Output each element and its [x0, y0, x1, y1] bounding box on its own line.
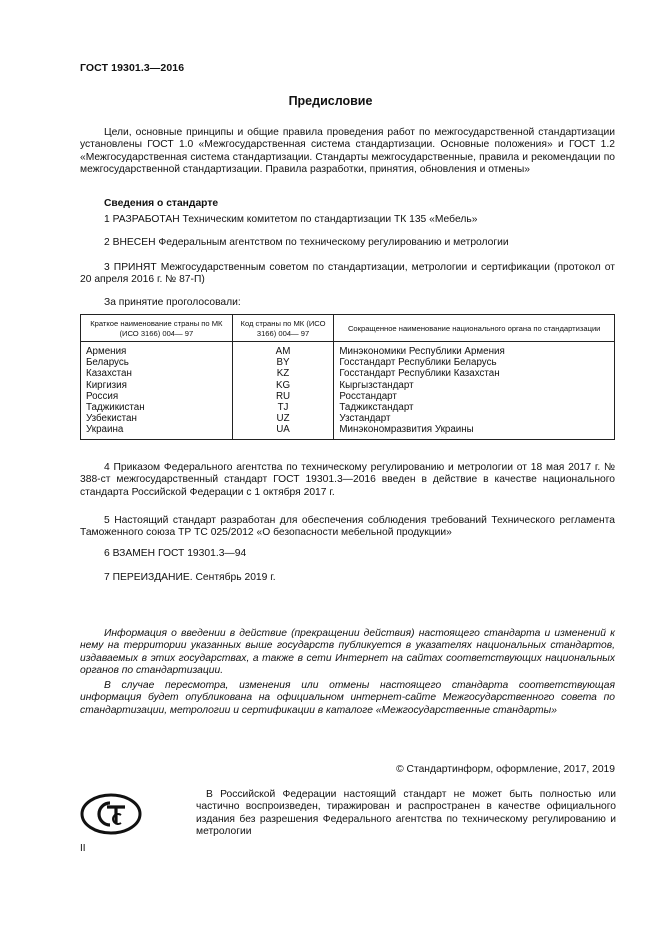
table-cell-body: Росстандарт	[334, 391, 615, 402]
table-header-country: Краткое наименование страны по МК (ИСО 3166) 004— 97	[81, 315, 233, 342]
table-cell-body: Таджикстандарт	[334, 402, 615, 413]
section-heading-block	[80, 198, 615, 210]
item-4: 4 Приказом Федерального агентства по техническому регулированию и метрологии от 18 мая 2017 г. № 388-ст межгосударственный стандарт ГОСТ 19301.3—2016 введен в действие в качестве национального стандарта Российской Федерации с 1 октября 2017 г.	[80, 462, 615, 498]
table-row	[81, 391, 615, 402]
voted-label: За принятие проголосовали:	[104, 297, 241, 308]
document-header: ГОСТ 19301.3—2016	[80, 62, 185, 74]
section-heading: Сведения о стандарте	[104, 198, 219, 209]
item-7-block	[80, 572, 615, 584]
item-2-block	[80, 237, 615, 249]
page-title: Предисловие	[288, 94, 373, 108]
table-row	[81, 402, 615, 413]
table-row	[81, 380, 615, 391]
table-cell-country: Казахстан	[81, 368, 233, 379]
voted-block	[80, 297, 615, 309]
table-row	[81, 357, 615, 368]
table-cell-code: BY	[232, 357, 334, 368]
table-cell-country: Армения	[81, 342, 233, 358]
copyright-line: © Стандартинформ, оформление, 2017, 2019	[396, 764, 615, 775]
legal-notice: В Российской Федерации настоящий стандарт не может быть полностью или частично воспроизведен, тиражирован и распространен в качестве официального издания без разрешения Федерального агентства по техническому регулированию и метрологии	[196, 789, 616, 837]
item-1-block	[80, 214, 615, 226]
table-cell-code: RU	[232, 391, 334, 402]
table-cell-code: UZ	[232, 413, 334, 424]
table-cell-code: TJ	[232, 402, 334, 413]
voting-table	[80, 314, 615, 440]
page-number: II	[80, 843, 86, 854]
rst-certification-logo-icon	[80, 793, 142, 835]
table-cell-country: Россия	[81, 391, 233, 402]
table-header-code: Код страны по МК (ИСО 3166) 004— 97	[232, 315, 334, 342]
table-cell-body: Кыргызстандарт	[334, 380, 615, 391]
item-7: 7 ПЕРЕИЗДАНИЕ. Сентябрь 2019 г.	[104, 572, 276, 583]
table-cell-body: Госстандарт Республики Беларусь	[334, 357, 615, 368]
table-row	[81, 413, 615, 424]
table-cell-code: KZ	[232, 368, 334, 379]
table-cell-body: Минэкономики Республики Армения	[334, 342, 615, 358]
table-cell-code: AM	[232, 342, 334, 358]
table-cell-country: Таджикистан	[81, 402, 233, 413]
table-header-body: Сокращенное наименование национального органа по стандартизации	[334, 315, 615, 342]
item-6: 6 ВЗАМЕН ГОСТ 19301.3—94	[104, 548, 247, 559]
table-cell-body: Минэкономразвития Украины	[334, 424, 615, 439]
table-cell-country: Беларусь	[81, 357, 233, 368]
table-cell-country: Узбекистан	[81, 413, 233, 424]
item-4-block	[80, 462, 615, 499]
intro-paragraph: Цели, основные принципы и общие правила проведения работ по межгосударственной стандартизации установлены ГОСТ 1.0 «Межгосударственная система стандартизации. Основные положения» и ГОСТ 1.2 «Межгосударственная система стандартизации. Стандарты межгосударственные, правила и рекомендации по межгосударственной стандартизации. Правила разработки, принятия, обновления и отмены»	[80, 127, 615, 175]
table-cell-country: Киргизия	[81, 380, 233, 391]
intro-block	[80, 127, 615, 176]
info-paragraph-2: В случае пересмотра, изменения или отмены настоящего стандарта соответствующая информация будет опубликована на официальном интернет-сайте Межгосударственного совета по стандартизации, метрологии и сертификации в каталоге «Межгосударственные стандарты»	[80, 680, 615, 716]
table-cell-code: UA	[232, 424, 334, 439]
table-header-row	[81, 315, 615, 342]
table-row	[81, 368, 615, 379]
info-block-2	[80, 680, 615, 717]
table-cell-code: KG	[232, 380, 334, 391]
item-5-block	[80, 515, 615, 540]
table-cell-body: Госстандарт Республики Казахстан	[334, 368, 615, 379]
table-cell-country: Украина	[81, 424, 233, 439]
table-row	[81, 424, 615, 439]
info-paragraph-1: Информация о введении в действие (прекращении действия) настоящего стандарта и изменений к нему на территории указанных выше государств публикуется в указателях национальных стандартов, издаваемых в этих государствах, а также в сети Интернет на сайтах соответствующих национальных органов по стандартизации.	[80, 628, 615, 676]
item-5: 5 Настоящий стандарт разработан для обеспечения соблюдения требований Технического регламента Таможенного союза ТР ТС 025/2012 «О безопасности мебельной продукции»	[80, 515, 615, 539]
item-1: 1 РАЗРАБОТАН Техническим комитетом по стандартизации ТК 135 «Мебель»	[104, 214, 478, 225]
info-block-1	[80, 628, 615, 677]
item-6-block	[80, 548, 615, 560]
item-2: 2 ВНЕСЕН Федеральным агентством по техническому регулированию и метрологии	[104, 237, 509, 248]
item-3: 3 ПРИНЯТ Межгосударственным советом по стандартизации, метрологии и сертификации (протокол от 20 апреля 2016 г. № 87-П)	[80, 262, 615, 286]
table-cell-body: Узстандарт	[334, 413, 615, 424]
table-row	[81, 342, 615, 358]
item-3-block	[80, 262, 615, 287]
